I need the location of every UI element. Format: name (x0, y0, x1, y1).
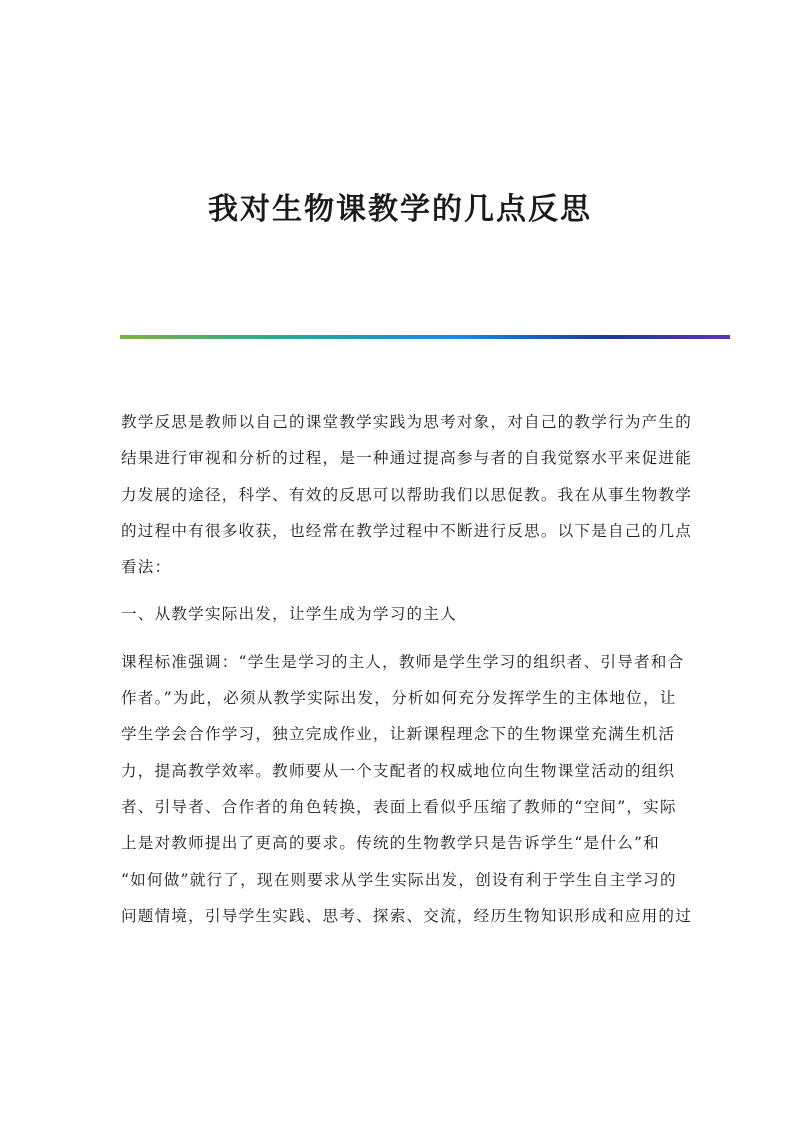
text-line: 力，提高教学效率。教师要从一个支配者的权威地位向生物课堂活动的组织 (121, 761, 676, 780)
text-line: 上是对教师提出了更高的要求。传统的生物教学只是告诉学生“是什么”和 (121, 834, 660, 853)
text-line: 课程标准强调：“学生是学习的主人，教师是学生学习的组织者、引导者和合 (121, 652, 685, 671)
intro-paragraph (121, 404, 692, 585)
section-paragraph (121, 644, 692, 934)
text-line: 教学反思是教师以自己的课堂教学实践为思考对象，对自己的教学行为产生的 (121, 413, 692, 431)
text-line: 看法： (121, 558, 172, 577)
text-line: “如何做”就行了，现在则要求从学生实际出发，创设有利于学生自主学习的 (121, 870, 677, 889)
text-line: 结果进行审视和分析的过程，是一种通过提高参与者的自我觉察水平来促进能 (121, 449, 692, 468)
text-line: 力发展的途径，科学、有效的反思可以帮助我们以思促教。我在从事生物教学 (121, 485, 692, 504)
text-line: 学生学会合作学习，独立完成作业，让新课程理念下的生物课堂充满生机活 (121, 725, 676, 744)
document-body (121, 404, 692, 945)
text-line: 者、引导者、合作者的角色转换，表面上看似乎压缩了教师的“空间”，实际 (121, 797, 677, 816)
text-line: 作者。”为此，必须从教学实际出发，分析如何充分发挥学生的主体地位，让 (121, 689, 677, 708)
text-line: 的过程中有很多收获，也经常在教学过程中不断进行反思。以下是自己的几点 (121, 521, 692, 540)
document-title: 我对生物课教学的几点反思 (208, 192, 592, 227)
text-line: 问题情境，引导学生实践、思考、探索、交流，经历生物知识形成和应用的过 (121, 906, 692, 925)
title-divider (120, 335, 730, 339)
section-heading (121, 596, 681, 632)
section-heading-text: 一、从教学实际出发，让学生成为学习的主人 (121, 605, 457, 624)
